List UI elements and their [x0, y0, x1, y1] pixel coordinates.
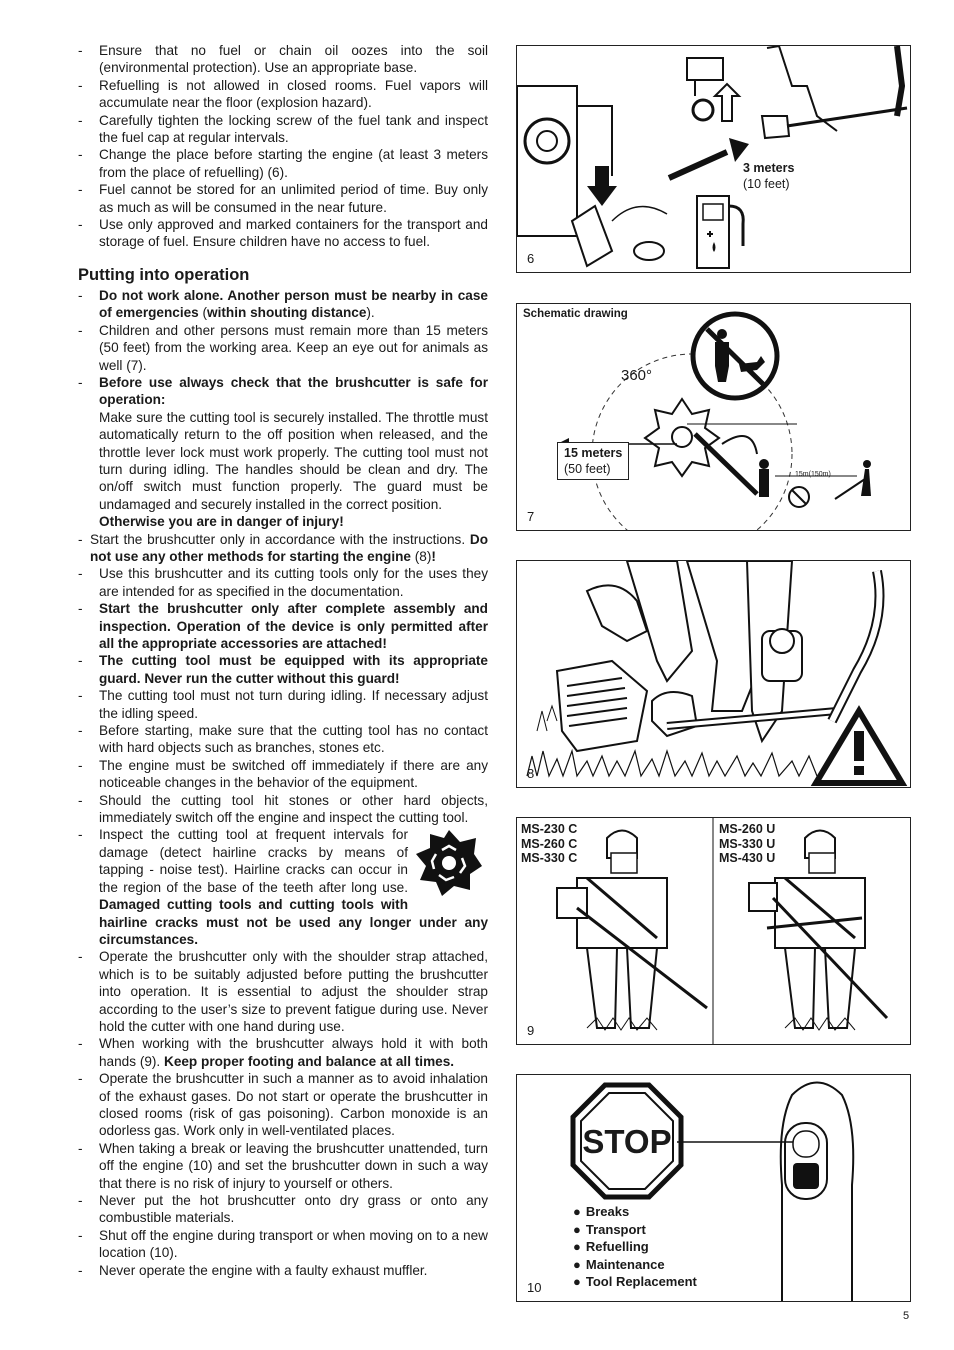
bold-text: within shouting distance	[207, 305, 367, 321]
figure-number: 7	[527, 509, 535, 524]
model-label: MS-260 U	[719, 822, 776, 836]
text: Inspect the cutting tool at frequent intervals for damage (detect hairline cracks by means of tapping - noise test). Hairline cracks can occur in the region of the base of the teeth after long use.	[99, 827, 408, 895]
bold-text: 15 meters	[564, 446, 623, 460]
model-label: MS-260 C	[521, 836, 578, 851]
distance-label	[743, 160, 794, 192]
bold-text: Do not use any other methods for starting the engine	[90, 531, 488, 564]
figure-9-models	[516, 817, 911, 1045]
list-item: - Shut off the engine during transport or when moving on to a new location (10).	[78, 1227, 488, 1262]
stop-reasons-list	[573, 1203, 697, 1291]
list-item: - Use this brushcutter and its cutting tools only for the uses they are intended for as specified in the documentation.	[78, 565, 488, 600]
section-heading: Putting into operation	[78, 265, 250, 284]
list-item	[78, 531, 488, 566]
list-item: - Never operate the engine with a faulty exhaust muffler.	[78, 1262, 488, 1279]
list-item: - Before starting, make sure that the cutting tool has no contact with hard objects such as branches, stones etc.	[78, 722, 488, 757]
models-right	[719, 822, 775, 866]
list-item	[78, 287, 488, 322]
list-item: - The engine must be switched off immediately if there are any noticeable changes in the behavior of the equipment.	[78, 757, 488, 792]
bold-text: Start the brushcutter only after complete assembly and inspection. Operation of the device is only permitted after all the appropriate accessories are attached!	[99, 601, 488, 651]
model-label: MS-330 C	[521, 851, 578, 865]
bold-text: Keep proper footing and balance at all times.	[164, 1053, 455, 1069]
list-item	[78, 600, 488, 652]
list-item: - Ensure that no fuel or chain oil oozes into the soil (environmental protection). Use an appropriate base.	[78, 42, 488, 77]
list-item: ● Maintenance	[573, 1256, 697, 1274]
bold-text: The cutting tool must be equipped with its appropriate guard. Never run the cutter without this guard!	[99, 653, 488, 686]
refuelling-list	[78, 42, 488, 251]
list-item: - Children and other persons must remain more than 15 meters (50 feet) from the working area. Keep an eye out for animals as well (7).	[78, 322, 488, 374]
model-label: MS-230 C	[521, 822, 578, 836]
distance-label	[557, 442, 629, 480]
list-item	[78, 1035, 488, 1070]
text: Make sure the cutting tool is securely installed. The throttle must automatically return to the off position when released, and the throttle lever lock must work properly. The cutting tool must not turn during idling. The handles should be clean and dry. The on/off switch must function properly. The guard must be undamaged and securely installed in the correct position.	[99, 409, 488, 512]
operation-list	[78, 287, 488, 1279]
list-item: - The cutting tool must not turn during idling. If necessary adjust the idling speed.	[78, 687, 488, 722]
figure-10-stop	[516, 1074, 911, 1302]
refuel-illustration	[517, 46, 910, 272]
bold-text: Before use always check that the brushcutter is safe for operation:	[99, 374, 488, 408]
starting-illustration	[517, 561, 910, 787]
text: (8)	[411, 548, 432, 564]
list-item: ● Transport	[573, 1221, 697, 1239]
list-item: - Refuelling is not allowed in closed rooms. Fuel vapors will accumulate near the floor (explosion hazard).	[78, 77, 488, 112]
page-number: 5	[903, 1310, 910, 1322]
bold-text: Otherwise you are in danger of injury!	[99, 514, 344, 530]
list-item: - Never put the hot brushcutter onto dry grass or onto any combustible materials.	[78, 1192, 488, 1227]
text: Start the brushcutter only in accordance with the instructions.	[90, 531, 466, 547]
bold-text: 3 meters	[743, 161, 795, 175]
list-item: - Change the place before starting the engine (at least 3 meters from the place of refuelling) (6).	[78, 146, 488, 181]
list-item: - Carefully tighten the locking screw of the fuel tank and inspect the fuel cap at regular intervals.	[78, 112, 488, 147]
figure-6-refuelling	[516, 45, 911, 273]
text: ).	[366, 305, 375, 321]
figure-number: 8	[527, 766, 535, 781]
figure-7-safety-distance	[516, 303, 911, 531]
list-item: ● Refuelling	[573, 1238, 697, 1256]
stop-sign: STOP	[582, 1123, 672, 1160]
model-label: MS-430 U	[719, 851, 776, 865]
list-item	[78, 826, 488, 948]
bold-text: !	[431, 548, 436, 564]
text: When working with the brushcutter always hold it with both hands (9).	[99, 1036, 488, 1069]
list-item: - Operate the brushcutter in such a manner as to avoid inhalation of the exhaust gases. Do not start or operate the brushcutter in closed rooms (risk of gas poisoning). Carbon monoxide is an odorless gas. Work only in well-ventilated places.	[78, 1070, 488, 1140]
list-item: ● Breaks	[573, 1203, 697, 1221]
text: (10 feet)	[743, 177, 790, 191]
list-item: - Operate the brushcutter only with the shoulder strap attached, which is to be suitably adjusted before putting the brushcutter into operation. It is essential to adjust the shoulder strap according to the user’s size to prevent fatigue during use. Never hold the cutter with one hand during use.	[78, 948, 488, 1035]
list-item: - Fuel cannot be stored for an unlimited period of time. Buy only as much as will be consumed in the near future.	[78, 181, 488, 216]
figure-number: 9	[527, 1023, 535, 1038]
list-item	[78, 652, 488, 687]
bold-text: Damaged cutting tools and cutting tools with hairline cracks must not be used any longer under any circumstances.	[99, 897, 488, 947]
bold-text: Do not work alone. Another person must be nearby in case of emergencies	[99, 287, 488, 321]
list-item	[78, 374, 488, 531]
schematic-label: Schematic drawing	[523, 308, 628, 320]
text: (	[198, 305, 208, 321]
text-column	[78, 42, 488, 1279]
small-distance-label: 15m(150m)	[795, 471, 831, 478]
operator-left-group	[557, 831, 707, 1031]
cutting-disc-icon	[414, 828, 484, 898]
text: (50 feet)	[564, 462, 611, 476]
models-left	[521, 822, 577, 866]
list-item: - When taking a break or leaving the brushcutter unattended, turn off the engine (10) and set the brushcutter down in such a way that there is no risk of injury to yourself or others.	[78, 1140, 488, 1192]
figure-number: 10	[527, 1280, 542, 1295]
figure-8-starting	[516, 560, 911, 788]
list-item: - Should the cutting tool hit stones or other hard objects, immediately switch off the engine and inspect the cutting tool.	[78, 792, 488, 827]
figure-number: 6	[527, 251, 535, 266]
model-label: MS-330 U	[719, 836, 776, 851]
list-item: - Use only approved and marked containers for the transport and storage of fuel. Ensure children have no access to fuel.	[78, 216, 488, 251]
list-item: ● Tool Replacement	[573, 1273, 697, 1291]
angle-label: 360°	[621, 367, 653, 384]
safety-circle-illustration	[517, 304, 910, 530]
